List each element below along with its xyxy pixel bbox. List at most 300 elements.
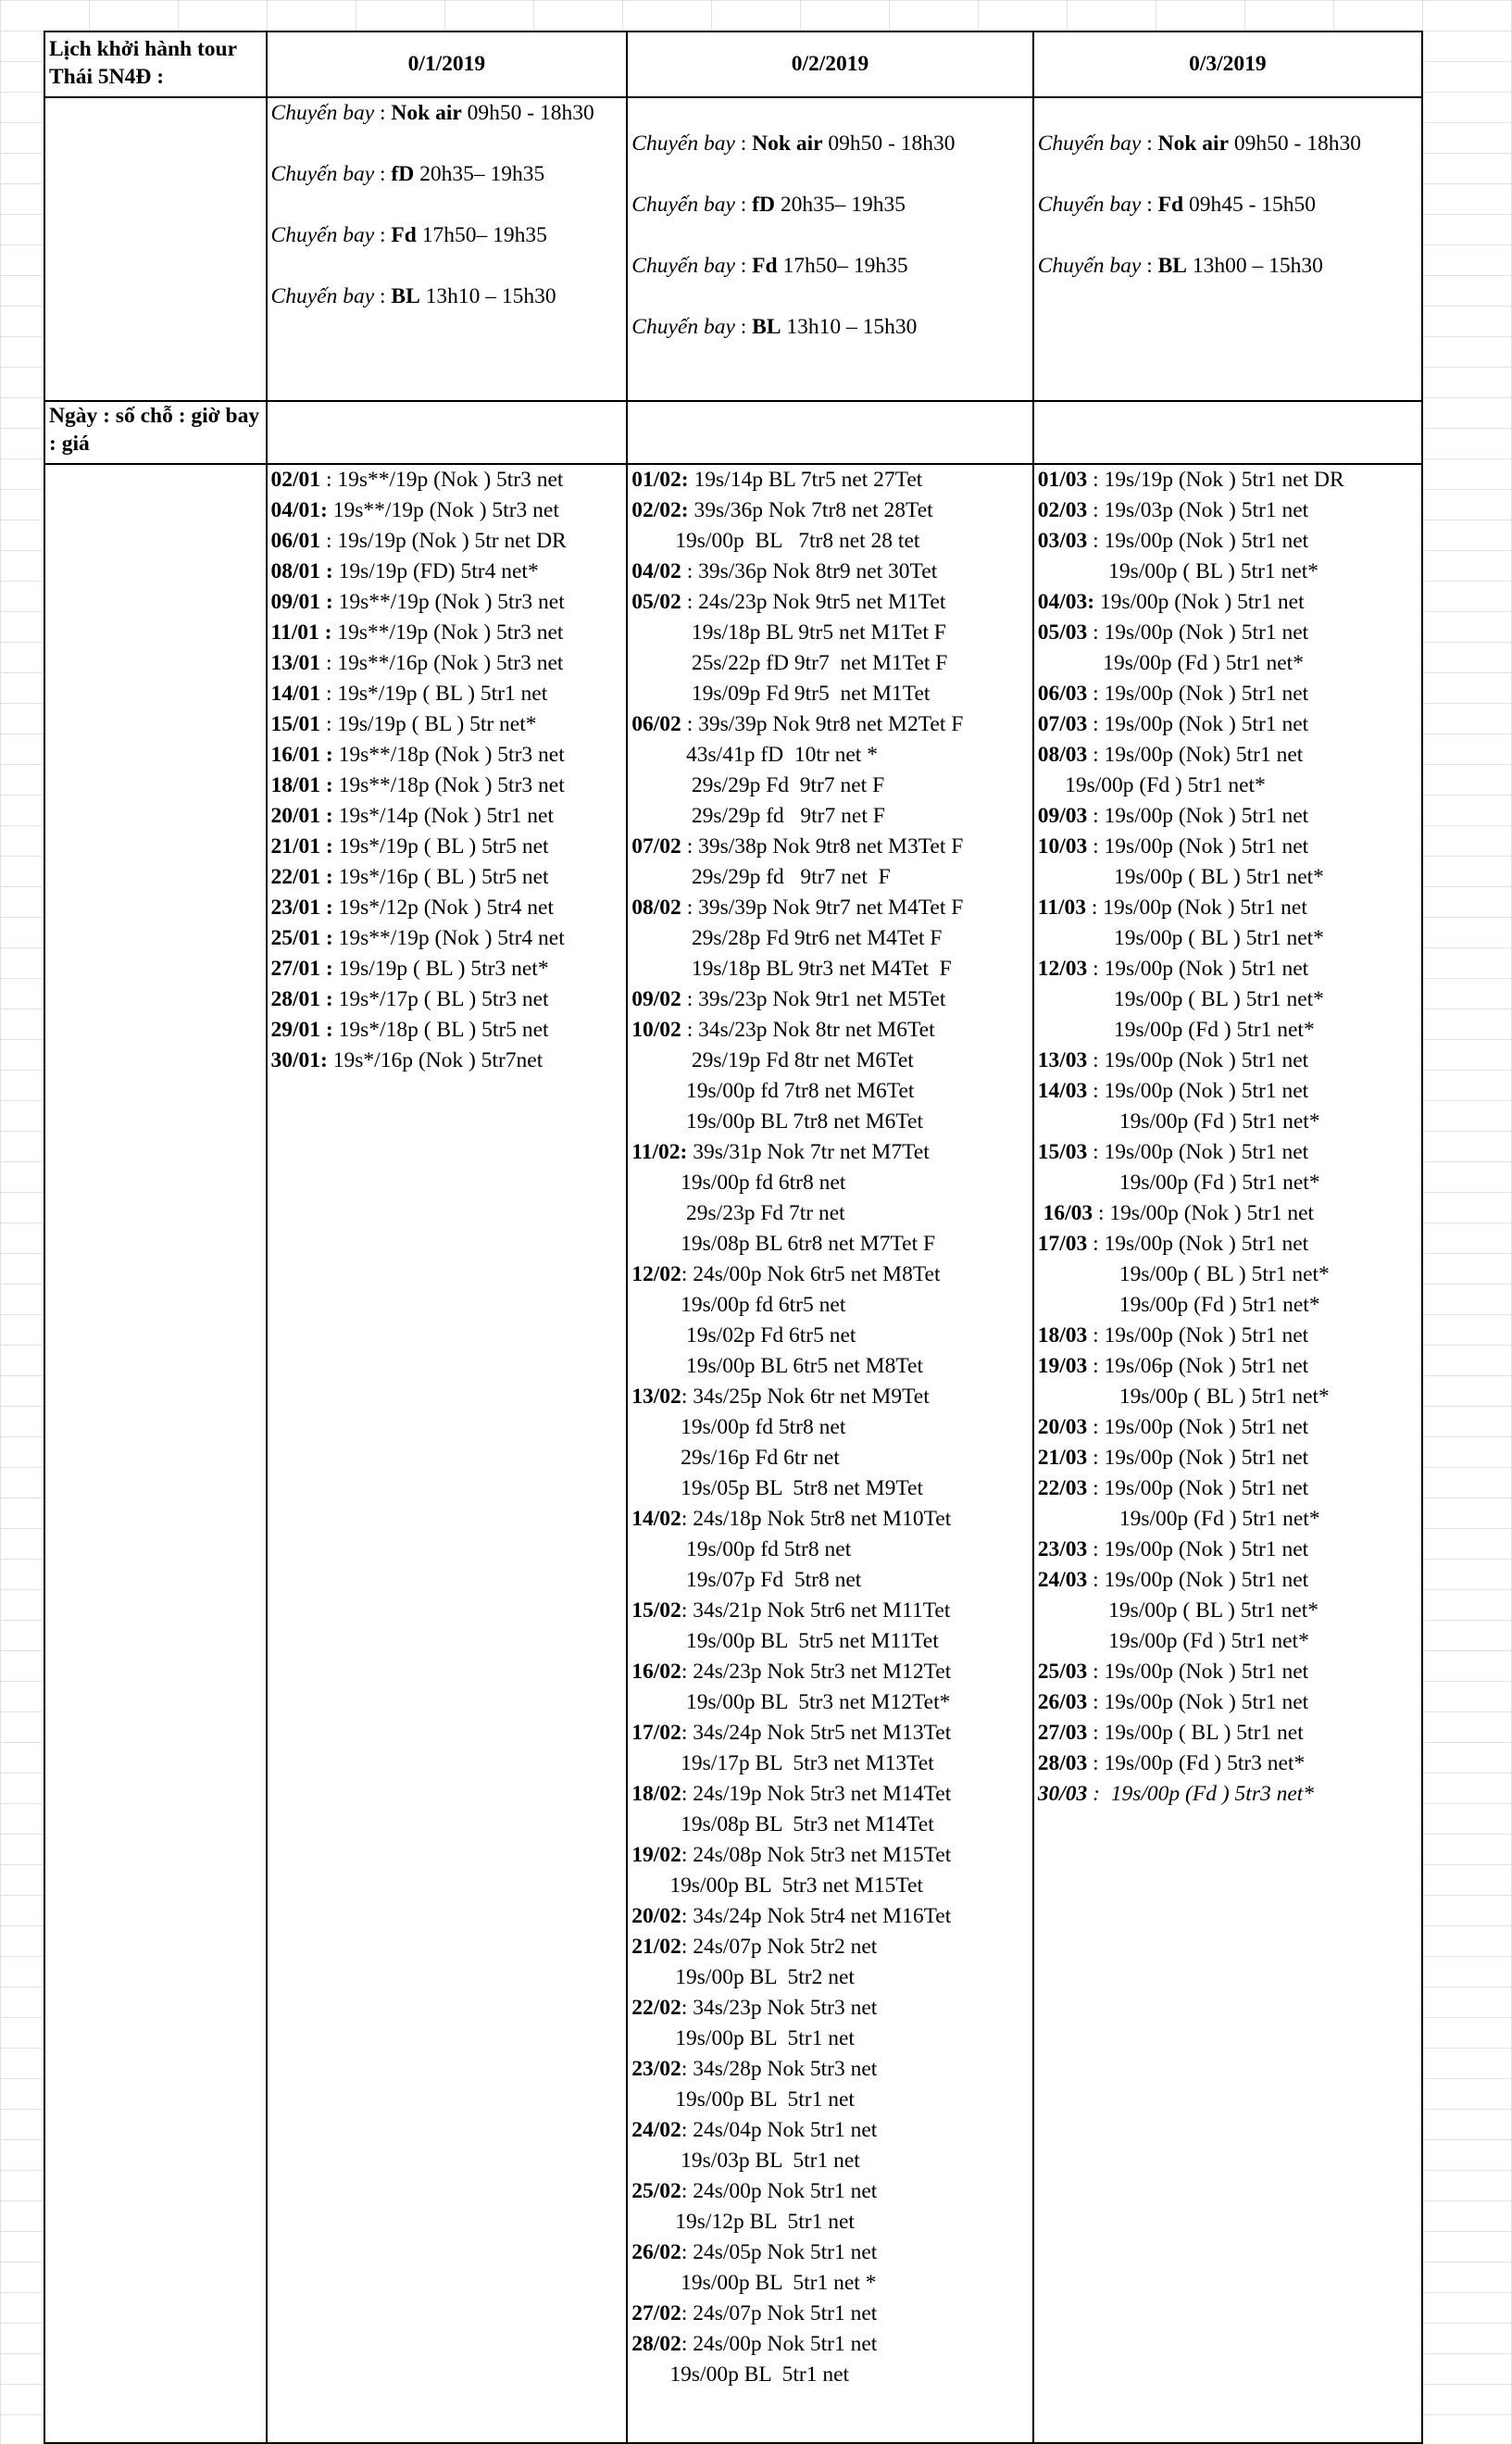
- entry-date: 21/01 :: [270, 834, 333, 859]
- entry-details: : 19s/00p (Nok ) 5tr1 net: [1087, 1415, 1309, 1439]
- schedule-entry: [1038, 1443, 1418, 1473]
- entry-date: 07/02: [631, 834, 681, 859]
- entry-details: 19s/00p ( BL ) 5tr1 net*: [1037, 559, 1319, 583]
- entry-details: : 34s/21p Nok 5tr6 net M11Tet: [681, 1598, 951, 1623]
- entry-details: 19s/00p BL 5tr1 net *: [631, 2271, 877, 2295]
- entry-details: 19s/00p ( BL ) 5tr1 net*: [1037, 1598, 1319, 1623]
- entry-details: : 24s/23p Nok 9tr5 net M1Tet: [681, 590, 946, 614]
- entry-date: 02/01: [270, 468, 321, 492]
- entry-details: : 19s/00p (Nok) 5tr1 net: [1087, 743, 1304, 767]
- schedule-entry: [631, 1901, 1028, 1932]
- entry-date: 11/03: [1037, 896, 1086, 920]
- schedule-entry: [631, 1015, 1028, 1046]
- entry-details: : 19s/00p (Nok ) 5tr1 net: [1087, 620, 1309, 645]
- entry-details: 19s*/19p ( BL ) 5tr5 net: [332, 834, 549, 859]
- schedule-entry: [271, 893, 623, 923]
- schedule-entry: [631, 2085, 1028, 2115]
- flight-line: Chuyến bay : Nok air 09h50 - 18h30: [631, 132, 956, 156]
- entry-details: 19s/00p (Fd ) 5tr1 net*: [1037, 1293, 1320, 1317]
- schedule-entry: [1038, 1168, 1418, 1198]
- entry-date: 16/02: [631, 1660, 681, 1684]
- entry-details: 29s/29p fd 9tr7 net F: [631, 865, 891, 889]
- entry-details: 19s/19p ( BL ) 5tr3 net*: [332, 957, 549, 981]
- schedule-entry: [1038, 1137, 1418, 1168]
- flights-cell-jan: [267, 97, 628, 401]
- entry-date: 15/02: [631, 1598, 681, 1623]
- schedule-entry: [1038, 1015, 1418, 1046]
- entry-details: : 24s/19p Nok 5tr3 net M14Tet: [681, 1782, 952, 1806]
- entry-details: : 34s/24p Nok 5tr4 net M16Tet: [681, 1904, 952, 1928]
- schedule-entry: [1038, 1229, 1418, 1260]
- entry-details: : 24s/00p Nok 5tr1 net: [681, 2179, 878, 2203]
- entry-details: : 24s/05p Nok 5tr1 net: [681, 2240, 878, 2264]
- schedule-entry: [631, 771, 1028, 801]
- flight-line: Chuyến bay : fD 20h35– 19h35: [270, 162, 545, 186]
- flight-line: Chuyến bay : Fd 17h50– 19h35: [270, 223, 547, 247]
- schedule-entry: [631, 1504, 1028, 1535]
- entry-details: 19s/09p Fd 9tr5 net M1Tet: [631, 682, 931, 706]
- schedule-entry: [631, 648, 1028, 679]
- entry-details: 19s/18p BL 9tr3 net M4Tet F: [631, 957, 952, 981]
- schedule-entry: [631, 618, 1028, 648]
- entry-date: 04/03:: [1037, 590, 1095, 614]
- schedule-entry: [1038, 1657, 1418, 1687]
- entry-details: : 19s/00p (Nok ) 5tr1 net: [1087, 1079, 1309, 1103]
- schedule-entry: [631, 1535, 1028, 1565]
- schedule-entry: [1038, 648, 1418, 679]
- schedule-entry: [631, 923, 1028, 954]
- entry-details: 19s/00p (Fd ) 5tr1 net*: [1037, 1171, 1320, 1195]
- entry-details: : 39s/39p Nok 9tr8 net M2Tet F: [681, 712, 964, 736]
- schedule-entry: [631, 1382, 1028, 1412]
- entry-details: 19s/17p BL 5tr3 net M13Tet: [631, 1751, 934, 1775]
- entry-details: 29s/16p Fd 6tr net: [631, 1446, 840, 1470]
- schedule-entry: [631, 1932, 1028, 1962]
- entry-date: 18/03: [1037, 1323, 1088, 1347]
- flight-line: Chuyến bay : BL 13h10 – 15h30: [631, 315, 918, 339]
- entry-details: 19s/00p BL 5tr1 net: [631, 2363, 850, 2387]
- schedule-entry: [631, 2207, 1028, 2237]
- schedule-entry: [631, 679, 1028, 709]
- entry-details: 19s/00p BL 5tr1 net: [631, 2087, 855, 2112]
- flights-cell-feb: [627, 97, 1032, 401]
- month-header-feb: 0/2/2019: [627, 31, 1032, 97]
- schedule-entry: [271, 923, 623, 954]
- flight-line: Chuyến bay : Fd 09h45 - 15h50: [1037, 193, 1317, 217]
- schedule-entry: [271, 954, 623, 984]
- entry-details: 29s/29p Fd 9tr7 net F: [631, 773, 885, 797]
- entry-details: : 39s/38p Nok 9tr8 net M3Tet F: [681, 834, 964, 859]
- entry-date: 17/02: [631, 1721, 681, 1745]
- entry-date: 25/02: [631, 2179, 681, 2203]
- schedule-entry: [631, 1443, 1028, 1473]
- entry-date: 08/01 :: [270, 559, 333, 583]
- entry-details: 19s*/18p ( BL ) 5tr5 net: [332, 1018, 549, 1042]
- entry-date: 02/02:: [631, 498, 689, 522]
- entry-date: 15/01: [270, 712, 321, 736]
- entry-details: 19s/00p ( BL ) 5tr1 net*: [1037, 987, 1324, 1011]
- schedule-entry: [631, 1596, 1028, 1626]
- entry-date: 20/01 :: [270, 804, 333, 828]
- entry-details: : 19s/00p (Nok ) 5tr1 net: [1087, 1048, 1309, 1072]
- entry-date: 23/02: [631, 2057, 681, 2081]
- entry-date: 21/03: [1037, 1446, 1088, 1470]
- flights-cell-mar: [1033, 97, 1422, 401]
- entry-date: 23/01 :: [270, 896, 333, 920]
- entry-details: : 19s/00p (Nok ) 5tr1 net: [1087, 1690, 1309, 1714]
- entry-details: : 34s/24p Nok 5tr5 net M13Tet: [681, 1721, 952, 1745]
- entry-date: 29/01 :: [270, 1018, 333, 1042]
- entry-date: 09/03: [1037, 804, 1088, 828]
- schedule-entry: [631, 526, 1028, 557]
- schedule-entry: [631, 2024, 1028, 2054]
- entry-date: 23/03: [1037, 1537, 1088, 1561]
- entry-details: 19s/07p Fd 5tr8 net: [631, 1568, 862, 1592]
- schedule-entry: [271, 801, 623, 832]
- entry-date: 06/02: [631, 712, 681, 736]
- entry-details: 19s/00p BL 5tr1 net: [631, 2026, 855, 2050]
- entry-date: 08/02: [631, 896, 681, 920]
- legend-label: Ngày : số chỗ : giờ bay : giá: [44, 401, 267, 464]
- entry-details: 19s*/12p (Nok ) 5tr4 net: [332, 896, 555, 920]
- entry-details: 19s/00p BL 7tr8 net M6Tet: [631, 1109, 923, 1134]
- schedule-entry: [631, 893, 1028, 923]
- entry-date: 01/02:: [631, 468, 689, 492]
- schedule-entry: [631, 1168, 1028, 1198]
- schedule-entry: [631, 1748, 1028, 1779]
- entry-date: 27/02: [631, 2301, 681, 2325]
- schedule-entry: [271, 618, 623, 648]
- entry-date: 12/02: [631, 1262, 681, 1286]
- schedule-entry: [1038, 801, 1418, 832]
- entry-details: 19s/00p BL 6tr5 net M8Tet: [631, 1354, 923, 1378]
- entry-details: : 19s/00p (Nok ) 5tr1 net: [1087, 682, 1309, 706]
- schedule-entry: [1038, 1321, 1418, 1351]
- schedule-entry: [271, 984, 623, 1015]
- schedule-row: [44, 464, 1422, 2443]
- flight-line: Chuyến bay : BL 13h00 – 15h30: [1037, 254, 1323, 278]
- entry-details: 19s/00p BL 5tr3 net M12Tet*: [631, 1690, 951, 1714]
- entry-details: : 19s/00p (Nok ) 5tr1 net: [1087, 1476, 1309, 1500]
- schedule-entry: [1038, 1260, 1418, 1290]
- entry-date: 27/03: [1037, 1721, 1088, 1745]
- entry-date: 07/03: [1037, 712, 1088, 736]
- entry-date: 24/03: [1037, 1568, 1088, 1592]
- entry-details: : 39s/23p Nok 9tr1 net M5Tet: [681, 987, 946, 1011]
- entry-date: 10/02: [631, 1018, 681, 1042]
- schedule-entry: [631, 1687, 1028, 1718]
- schedule-entry: [1038, 984, 1418, 1015]
- schedule-entry: [631, 495, 1028, 526]
- entry-date: 13/02: [631, 1385, 681, 1409]
- entry-details: 19s**/19p (Nok ) 5tr3 net: [332, 590, 565, 614]
- entry-details: 43s/41p fD 10tr net *: [631, 743, 878, 767]
- entry-details: 19s*/16p ( BL ) 5tr5 net: [332, 865, 549, 889]
- entry-date: 11/02:: [631, 1140, 688, 1164]
- entry-date: 14/01: [270, 682, 321, 706]
- entry-date: 28/03: [1037, 1751, 1088, 1775]
- entry-details: 19s**/19p (Nok ) 5tr3 net: [327, 498, 559, 522]
- entry-details: : 24s/23p Nok 5tr3 net M12Tet: [681, 1660, 952, 1684]
- entry-details: : 24s/00p Nok 5tr1 net: [681, 2332, 878, 2356]
- schedule-entry: [631, 1046, 1028, 1076]
- entry-details: 19s/14p BL 7tr5 net 27Tet: [688, 468, 923, 492]
- entry-details: 39s/31p Nok 7tr net M7Tet: [687, 1140, 930, 1164]
- entry-details: : 19s/06p (Nok ) 5tr1 net: [1087, 1354, 1309, 1378]
- entry-details: 19s/00p ( BL ) 5tr1 net*: [1037, 926, 1324, 950]
- schedule-entry: [1038, 1351, 1418, 1382]
- entry-details: : 19s/00p (Nok ) 5tr1 net: [1085, 896, 1307, 920]
- schedule-entry: [1038, 709, 1418, 740]
- entry-details: 19s*/14p (Nok ) 5tr1 net: [332, 804, 555, 828]
- entry-date: 16/01 :: [270, 743, 333, 767]
- flight-line: Chuyến bay : fD 20h35– 19h35: [631, 193, 906, 217]
- entry-details: : 19s/00p (Nok ) 5tr1 net: [1087, 529, 1309, 553]
- entry-date: 25/03: [1037, 1660, 1088, 1684]
- entry-details: 29s/28p Fd 9tr6 net M4Tet F: [631, 926, 943, 950]
- schedule-entry: [631, 709, 1028, 740]
- schedule-entry: [631, 1076, 1028, 1107]
- entry-date: 22/03: [1037, 1476, 1088, 1500]
- schedule-entry: [631, 2329, 1028, 2360]
- schedule-entry: [631, 1198, 1028, 1229]
- schedule-entry: [1038, 862, 1418, 893]
- entry-date: 21/02: [631, 1935, 681, 1959]
- schedule-entry: [631, 2146, 1028, 2176]
- entry-date: 17/03: [1037, 1232, 1088, 1256]
- entry-details: 19s/00p BL 5tr5 net M11Tet: [631, 1629, 939, 1653]
- entry-details: 19s/00p ( BL ) 5tr1 net*: [1037, 1385, 1330, 1409]
- tour-schedule-table: [44, 31, 1423, 2444]
- entry-date: 14/03: [1037, 1079, 1088, 1103]
- entry-details: 19s/03p BL 5tr1 net: [631, 2149, 860, 2173]
- schedule-jan: [267, 464, 628, 2443]
- schedule-entry: [631, 1565, 1028, 1596]
- flight-line: Chuyến bay : Nok air 09h50 - 18h30: [1037, 132, 1361, 156]
- schedule-entry: [1038, 1107, 1418, 1137]
- entry-details: : 19s/00p (Nok ) 5tr1 net: [1087, 1232, 1309, 1256]
- flight-line: Chuyến bay : Fd 17h50– 19h35: [631, 254, 908, 278]
- entry-details: 19s/00p BL 5tr2 net: [631, 1965, 855, 1989]
- schedule-entry: [631, 2176, 1028, 2207]
- schedule-entry: [631, 1260, 1028, 1290]
- schedule-entry: [631, 557, 1028, 587]
- schedule-entry: [1038, 1076, 1418, 1107]
- entry-details: : 19s**/19p (Nok ) 5tr3 net: [320, 468, 564, 492]
- schedule-entry: [271, 557, 623, 587]
- entry-date: 30/01:: [270, 1048, 328, 1072]
- entry-date: 04/01:: [270, 498, 328, 522]
- schedule-entry: [271, 740, 623, 771]
- schedule-entry: [631, 465, 1028, 495]
- entry-details: : 19s/00p (Nok ) 5tr1 net: [1087, 804, 1309, 828]
- legend-row: [44, 401, 1422, 464]
- entry-details: 19s/00p (Fd ) 5tr1 net*: [1037, 1629, 1309, 1653]
- schedule-entry: [631, 801, 1028, 832]
- entry-details: 29s/19p Fd 8tr net M6Tet: [631, 1048, 914, 1072]
- month-header-mar: 0/3/2019: [1033, 31, 1422, 97]
- entry-date: 19/02: [631, 1843, 681, 1867]
- schedule-entry: [271, 1015, 623, 1046]
- schedule-entry: [1038, 1046, 1418, 1076]
- entry-details: 19s/05p BL 5tr8 net M9Tet: [631, 1476, 923, 1500]
- schedule-entry: [1038, 1412, 1418, 1443]
- entry-date: 20/02: [631, 1904, 681, 1928]
- entry-details: 25s/22p fD 9tr7 net M1Tet F: [631, 651, 948, 675]
- entry-details: : 19s/19p (Nok ) 5tr net DR: [320, 529, 567, 553]
- entry-details: 19s**/19p (Nok ) 5tr4 net: [332, 926, 565, 950]
- schedule-entry: [1038, 740, 1418, 771]
- entry-date: 04/02: [631, 559, 681, 583]
- entry-details: : 19s/00p (Nok ) 5tr1 net: [1087, 1140, 1309, 1164]
- entry-details: 19s/00p (Fd ) 5tr1 net*: [1037, 1109, 1320, 1134]
- entry-details: 19s/02p Fd 6tr5 net: [631, 1323, 856, 1347]
- entry-details: : 19s/03p (Nok ) 5tr1 net: [1087, 498, 1309, 522]
- entry-date: 02/03: [1037, 498, 1088, 522]
- schedule-entry: [271, 771, 623, 801]
- entry-date: 15/03: [1037, 1140, 1088, 1164]
- schedule-entry: [631, 2115, 1028, 2146]
- entry-date: 06/01: [270, 529, 321, 553]
- entry-details: : 39s/39p Nok 9tr7 net M4Tet F: [681, 896, 964, 920]
- entry-date: 05/02: [631, 590, 681, 614]
- entry-date: 14/02: [631, 1507, 681, 1531]
- entry-details: 19s/00p fd 6tr8 net: [631, 1171, 846, 1195]
- entry-details: 19s/00p fd 5tr8 net: [631, 1537, 852, 1561]
- entry-details: 19s/00p (Fd ) 5tr1 net*: [1037, 1018, 1315, 1042]
- entry-date: 05/03: [1037, 620, 1088, 645]
- entry-date: 22/02: [631, 1996, 681, 2020]
- entry-date: 13/01: [270, 651, 321, 675]
- entry-date: 01/03: [1037, 468, 1088, 492]
- entry-date: 28/02: [631, 2332, 681, 2356]
- entry-details: 19s**/19p (Nok ) 5tr3 net: [331, 620, 564, 645]
- entry-details: : 24s/07p Nok 5tr1 net: [681, 2301, 878, 2325]
- schedule-entry: [1038, 1290, 1418, 1321]
- schedule-entry: [271, 465, 623, 495]
- schedule-entry: [1038, 893, 1418, 923]
- schedule-entry: [631, 1718, 1028, 1748]
- entry-details: 19s/00p fd 7tr8 net M6Tet: [631, 1079, 915, 1103]
- entry-date: 30/03: [1037, 1782, 1088, 1806]
- schedule-entry: [631, 1473, 1028, 1504]
- schedule-entry: [631, 2299, 1028, 2329]
- entry-date: 18/01 :: [270, 773, 333, 797]
- schedule-entry: [271, 709, 623, 740]
- schedule-entry: [1038, 587, 1418, 618]
- entry-date: 03/03: [1037, 529, 1088, 553]
- schedule-entry: [631, 2054, 1028, 2085]
- schedule-entry: [631, 832, 1028, 862]
- entry-details: 19s*/16p (Nok ) 5tr7net: [327, 1048, 544, 1072]
- flight-line: Chuyến bay : Nok air 09h50 - 18h30: [270, 101, 594, 125]
- schedule-entry: [1038, 954, 1418, 984]
- entry-details: : 19s*/19p ( BL ) 5tr1 net: [320, 682, 548, 706]
- entry-details: 19s/00p (Fd ) 5tr1 net*: [1037, 773, 1266, 797]
- schedule-entry: [631, 1290, 1028, 1321]
- schedule-entry: [631, 1840, 1028, 1871]
- entry-details: 19s/00p fd 5tr8 net: [631, 1415, 846, 1439]
- schedule-entry: [631, 1779, 1028, 1810]
- schedule-entry: [1038, 1748, 1418, 1779]
- entry-details: 19s/19p (FD) 5tr4 net*: [332, 559, 539, 583]
- entry-details: : 19s/00p (Nok ) 5tr1 net: [1087, 712, 1309, 736]
- entry-date: 19/03: [1037, 1354, 1088, 1378]
- legend-empty-cell: [267, 401, 628, 464]
- entry-details: : 19s/19p (Nok ) 5tr1 net DR: [1087, 468, 1344, 492]
- entry-details: : 19s/00p (Nok ) 5tr1 net: [1087, 834, 1309, 859]
- entry-details: : 19s/19p ( BL ) 5tr net*: [320, 712, 537, 736]
- entry-details: 19s/00p fd 6tr5 net: [631, 1293, 846, 1317]
- schedule-entry: [631, 1657, 1028, 1687]
- entry-details: 19s**/18p (Nok ) 5tr3 net: [332, 743, 565, 767]
- entry-details: 19s/08p BL 6tr8 net M7Tet F: [631, 1232, 936, 1256]
- schedule-entry: [1038, 832, 1418, 862]
- schedule-entry: [631, 1321, 1028, 1351]
- schedule-entry: [1038, 1596, 1418, 1626]
- schedule-entry: [631, 1412, 1028, 1443]
- schedule-entry: [271, 495, 623, 526]
- table-title: Lịch khởi hành tour Thái 5N4Đ :: [44, 31, 267, 97]
- entry-date: 09/02: [631, 987, 681, 1011]
- entry-details: : 34s/28p Nok 5tr3 net: [681, 2057, 878, 2081]
- schedule-entry: [631, 1351, 1028, 1382]
- entry-date: 13/03: [1037, 1048, 1088, 1072]
- entry-details: : 19s/00p ( BL ) 5tr1 net: [1087, 1721, 1304, 1745]
- schedule-entry: [631, 2237, 1028, 2268]
- schedule-entry: [631, 740, 1028, 771]
- schedule-entry: [631, 1137, 1028, 1168]
- schedule-entry: [271, 526, 623, 557]
- schedule-entry: [271, 587, 623, 618]
- entry-details: : 24s/07p Nok 5tr2 net: [681, 1935, 878, 1959]
- entry-details: : 19s/00p (Nok ) 5tr1 net: [1087, 1568, 1309, 1592]
- flights-row: [44, 97, 1422, 401]
- entry-details: : 19s/00p (Nok ) 5tr1 net: [1087, 957, 1309, 981]
- entry-details: : 24s/18p Nok 5tr8 net M10Tet: [681, 1507, 952, 1531]
- schedule-entry: [1038, 1565, 1418, 1596]
- entry-details: : 19s**/16p (Nok ) 5tr3 net: [320, 651, 564, 675]
- schedule-entry: [631, 1993, 1028, 2024]
- entry-details: : 19s/00p (Fd ) 5tr3 net*: [1087, 1782, 1315, 1806]
- schedule-entry: [631, 954, 1028, 984]
- schedule-entry: [631, 862, 1028, 893]
- schedule-entry: [271, 862, 623, 893]
- entry-details: : 34s/23p Nok 8tr net M6Tet: [681, 1018, 935, 1042]
- schedule-label-cell: [44, 464, 267, 2443]
- schedule-entry: [1038, 495, 1418, 526]
- entry-date: 18/02: [631, 1782, 681, 1806]
- entry-details: : 19s/00p (Nok ) 5tr1 net: [1087, 1446, 1309, 1470]
- entry-date: 09/01 :: [270, 590, 333, 614]
- schedule-entry: [1038, 1382, 1418, 1412]
- entry-details: 19s/00p (Fd ) 5tr1 net*: [1037, 1507, 1320, 1531]
- entry-date: 28/01 :: [270, 987, 333, 1011]
- entry-details: 19s/00p (Fd ) 5tr1 net*: [1037, 651, 1304, 675]
- entry-details: 19s/00p ( BL ) 5tr1 net*: [1037, 865, 1324, 889]
- entry-details: 19s/18p BL 9tr5 net M1Tet F: [631, 620, 946, 645]
- schedule-entry: [631, 1810, 1028, 1840]
- entry-date: 20/03: [1037, 1415, 1088, 1439]
- schedule-feb: [627, 464, 1032, 2443]
- entry-date: 27/01 :: [270, 957, 333, 981]
- entry-date: 08/03: [1037, 743, 1088, 767]
- schedule-entry: [1038, 771, 1418, 801]
- entry-date: 25/01 :: [270, 926, 333, 950]
- schedule-entry: [631, 1871, 1028, 1901]
- entry-date: 22/01 :: [270, 865, 333, 889]
- schedule-entry: [271, 832, 623, 862]
